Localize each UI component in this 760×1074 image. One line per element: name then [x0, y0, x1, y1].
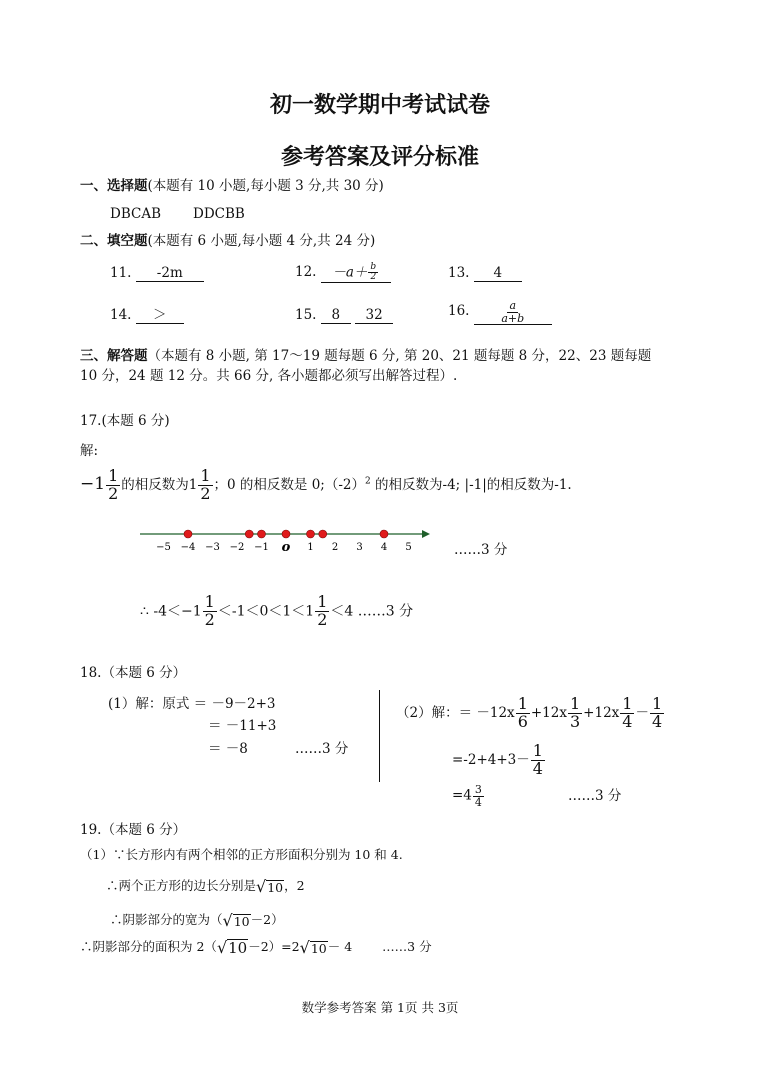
q19-l4-pre: ∴阴影部分的面积为 2（: [80, 939, 217, 954]
fill-q12: [295, 262, 391, 283]
number-line-origin: o: [281, 540, 291, 555]
q18-frac-2-den: 3: [569, 711, 581, 731]
page-subtitle: 参考答案及评分标准: [280, 144, 479, 170]
q17-compare-frac-1-den: 2: [204, 609, 215, 629]
q17-compare-frac-1: [203, 594, 217, 629]
q19-l3-post: －2）: [250, 912, 284, 927]
q12-fraction: [368, 263, 378, 283]
q17-frac-a-num: 1: [108, 466, 119, 485]
section-fill-heading: [80, 231, 375, 251]
number-line-point: [245, 530, 253, 538]
q17-compare-frac-1-num: 1: [204, 592, 215, 611]
q18-divider: [379, 690, 380, 782]
q17-frac-a-den: 2: [108, 483, 119, 503]
q14-answer: ＞: [136, 307, 184, 324]
q18-frac-3-num: 1: [622, 694, 633, 713]
q15-answer-2: 32: [355, 307, 393, 324]
q18-p2-pre: （2）解：＝ －12x: [396, 704, 515, 721]
q18-frac-6-den: 4: [474, 795, 482, 809]
q11-answer: -2m: [136, 265, 204, 282]
section-choice-label: 一、选择题: [80, 178, 148, 194]
q18-p2-l3-pre: =4: [452, 787, 472, 804]
q13-number: 13.: [448, 265, 470, 281]
number-line-point: [307, 530, 315, 538]
radical-sign: √: [299, 937, 310, 957]
q16-frac-num: a: [509, 299, 517, 312]
q16-answer: [474, 300, 552, 325]
q19-line-3: [110, 910, 284, 930]
q18-frac-1: [516, 696, 530, 731]
fill-q16: [448, 300, 552, 325]
q14-number: 14.: [110, 307, 132, 323]
q17-compare-part-2: ＜-1＜0＜1＜1: [217, 603, 315, 620]
section-fill-label: 二、填空题: [80, 233, 148, 249]
sqrt-10-c: [217, 939, 248, 957]
q19-l3-pre: ∴阴影部分的宽为（: [110, 912, 223, 927]
q16-frac-den: a+b: [501, 311, 525, 325]
radical-sign: √: [256, 876, 267, 896]
number-line-tick-label: 5: [405, 542, 412, 553]
q16-number: 16.: [448, 303, 470, 320]
q17-superscript: 2: [365, 476, 371, 487]
section-solve-heading: [80, 346, 651, 366]
choice-answers-2: DDCBB: [193, 206, 245, 222]
q18-p2-minus: －: [635, 704, 649, 721]
q11-number: 11.: [110, 265, 132, 281]
q18-frac-5: [531, 743, 545, 778]
q19-heading: 19.（本题 6 分）: [80, 822, 187, 838]
number-line-tick-label: −4: [180, 542, 196, 553]
q18-p2-mid-2: +12x: [583, 704, 620, 721]
q18-frac-4: [650, 696, 664, 731]
q18-p2-line-2: [452, 743, 546, 778]
q18-frac-1-num: 1: [517, 694, 528, 713]
fill-q14: [110, 305, 184, 325]
q17-compare-frac-2: [315, 594, 329, 629]
q18-frac-2-num: 1: [569, 694, 581, 713]
q19-line-1: （1）∵长方形内有两个相邻的正方形面积分别为 10 和 4.: [80, 847, 403, 862]
q19-l4-mid: －2）=2: [248, 939, 300, 954]
q17-frac-b-num: 1: [200, 466, 211, 485]
sqrt-10-d: [299, 937, 328, 957]
q19-l2-pre: ∴两个正方形的边长分别是: [106, 878, 257, 893]
number-line-point: [258, 530, 266, 538]
choice-answers-1: DBCAB: [110, 206, 161, 222]
q17-comparison: [140, 594, 413, 629]
q19-score: ……3 分: [382, 939, 432, 954]
therefore-symbol: ∴: [140, 603, 149, 620]
q18-p2-line-1: [396, 696, 665, 731]
q17-compare-part-3: ＜4: [330, 603, 354, 620]
q19-l3-radicand: 10: [233, 913, 250, 929]
page-title: 初一数学期中考试试卷: [269, 92, 490, 118]
q18-p1-line-2: ＝ －11+3: [208, 718, 277, 734]
q15-answer-1: 8: [321, 307, 351, 324]
q17-opposites-line: [80, 468, 572, 503]
section-solve-desc-1: （本题有 8 小题, 第 17～19 题每题 6 分, 第 20、21 题每题 8 分，22、23 题每题: [147, 348, 652, 364]
q17-compare-frac-2-num: 1: [317, 592, 328, 611]
q18-p1-line-1: (1）解：原式 ＝ －9－2+3: [108, 696, 276, 712]
q19-line-2: [106, 876, 305, 896]
q17-frac-a: [106, 468, 120, 503]
q19-l2-radicand: 10: [267, 879, 284, 895]
page-footer: 数学参考答案 第 1页 共 3页: [301, 1000, 459, 1015]
sqrt-10-b: [222, 910, 251, 930]
number-line-tick-label: −5: [156, 542, 171, 553]
section-solve-desc-2: 10 分，24 题 12 分。共 66 分, 各小题都必须写出解答过程）.: [80, 368, 458, 384]
q18-heading: 18.（本题 6 分）: [80, 665, 187, 681]
q18-p2-l2-pre: =-2+4+3－: [452, 751, 530, 768]
number-line-point: [184, 530, 192, 538]
q17-heading: 17.(本题 6 分): [80, 413, 170, 429]
number-line-point: [282, 530, 290, 538]
fill-q13: [448, 263, 522, 283]
q12-answer: [321, 263, 391, 284]
q16-fraction: [499, 300, 526, 324]
q18-p2-line-3: [452, 784, 485, 808]
radical-sign: √: [222, 910, 233, 930]
q17-score-1: ……3 分: [454, 542, 508, 558]
q17-solution-label: 解:: [80, 443, 99, 459]
q19-l2-post: ，2: [284, 878, 305, 893]
q12-frac-den: 2: [370, 272, 377, 282]
q18-frac-6: [473, 784, 484, 808]
q12-answer-pre: －a＋: [332, 264, 368, 280]
fill-q15: [295, 305, 393, 325]
q18-p1-score: ……3 分: [295, 741, 349, 757]
q17-mixed-minus: −1: [80, 473, 106, 494]
q19-line-4: [80, 937, 432, 957]
q18-p2-mid-1: +12x: [530, 704, 567, 721]
q19-l4-radicand-2: 10: [310, 940, 327, 956]
number-line-point: [319, 530, 327, 538]
q18-frac-1-den: 6: [517, 711, 528, 731]
q18-frac-5-den: 4: [532, 758, 543, 778]
q15-number: 15.: [295, 307, 317, 323]
q17-frac-b-den: 2: [200, 483, 211, 503]
q18-p2-score: ……3 分: [568, 788, 622, 804]
q18-p1-line-3: ＝ －8: [208, 741, 248, 757]
number-line-tick-label: 4: [380, 542, 388, 553]
number-line-point: [380, 530, 388, 538]
number-line-tick-label: 2: [331, 542, 339, 553]
number-line-tick-label: −2: [229, 542, 245, 553]
number-line: [130, 520, 450, 560]
q18-frac-2: [568, 696, 582, 731]
section-choice-desc: (本题有 10 小题,每小题 3 分,共 30 分): [147, 178, 384, 194]
sqrt-10-a: [256, 876, 284, 896]
number-line-tick-label: 3: [356, 542, 363, 553]
q19-l4-post: － 4: [327, 939, 353, 954]
q17-compare-part-1: -4＜−1: [153, 603, 202, 620]
q17-text-2: ；0 的相反数是 0;（-2）: [213, 476, 365, 493]
q17-score-2: ……3 分: [357, 603, 414, 620]
q17-text-1: 的相反数为1: [121, 476, 198, 493]
number-line-tick-label: −1: [254, 542, 269, 553]
number-line-tick-label: −3: [205, 542, 220, 553]
q18-frac-4-den: 4: [651, 711, 663, 731]
q13-answer: 4: [474, 265, 522, 282]
radical-sign: √: [216, 938, 228, 958]
q19-l4-radicand: 10: [228, 938, 248, 957]
section-solve-label: 三、解答题: [80, 348, 148, 364]
q18-frac-4-num: 1: [651, 694, 663, 713]
q12-number: 12.: [295, 264, 317, 280]
section-fill-desc: (本题有 6 小题,每小题 4 分,共 24 分): [147, 233, 376, 249]
fill-q11: [110, 263, 204, 283]
number-line-arrow: [422, 530, 430, 538]
section-choice-heading: [80, 176, 384, 196]
q18-frac-3: [620, 696, 634, 731]
number-line-tick-label: 1: [307, 542, 314, 553]
q12-frac-num: b: [370, 261, 377, 272]
q18-frac-5-num: 1: [532, 741, 543, 760]
q18-frac-6-num: 3: [474, 783, 482, 796]
q17-frac-b: [198, 468, 212, 503]
q18-frac-3-den: 4: [622, 711, 633, 731]
q17-compare-frac-2-den: 2: [317, 609, 328, 629]
q17-text-3: 的相反数为-4; |-1|的相反数为-1.: [370, 476, 572, 493]
